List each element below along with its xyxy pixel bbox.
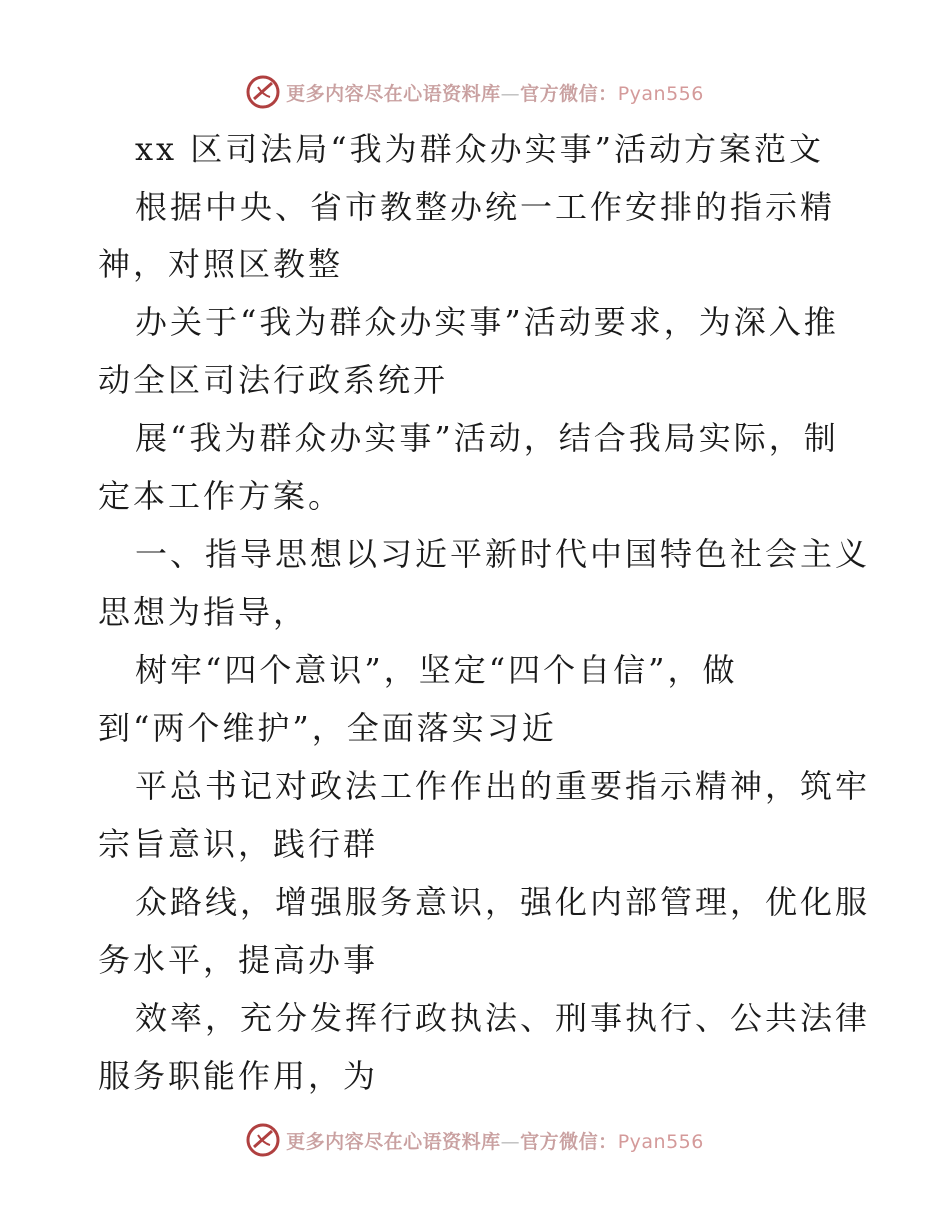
banner-text: 更多内容尽在心语资料库 (286, 82, 501, 105)
header-watermark-banner (0, 72, 950, 112)
watermark-logo-icon (246, 1123, 280, 1157)
text-line: 众路线，增强服务意识，强化内部管理，优化服 (135, 883, 871, 921)
text-line: 服务职能作用，为 (98, 1057, 379, 1095)
banner-wechat-id: Pyan556 (617, 1130, 704, 1153)
text-line: 神，对照区教整 (98, 245, 344, 283)
text-line: 宗旨意识，践行群 (98, 825, 379, 863)
footer-watermark-banner (0, 1120, 950, 1160)
text-line: 务水平，提高办事 (98, 941, 379, 979)
text-line: 树牢“四个意识”，坚定“四个自信”，做 (135, 651, 738, 689)
text-line: 思想为指导， (98, 593, 309, 631)
text-line: 到“两个维护”，全面落实习近 (98, 709, 557, 747)
banner-separator: — (500, 1130, 521, 1153)
text-line: 办关于“我为群众办实事”活动要求，为深入推 (135, 303, 839, 341)
text-line: 定本工作方案。 (98, 477, 344, 515)
banner-wechat-label: 官方微信： (520, 82, 618, 105)
banner-wechat-id: Pyan556 (617, 82, 704, 105)
text-line: 动全区司法行政系统开 (98, 361, 449, 399)
banner-wechat-label: 官方微信： (520, 1130, 618, 1153)
document-title: xx 区司法局“我为群众办实事”活动方案范文 (135, 130, 824, 168)
text-line: 根据中央、省市教整办统一工作安排的指示精 (135, 188, 836, 226)
banner-separator: — (500, 82, 521, 105)
text-line: 展“我为群众办实事”活动，结合我局实际，制 (135, 419, 839, 457)
text-line: 效率，充分发挥行政执法、刑事执行、公共法律 (135, 999, 871, 1037)
text-line: 一、指导思想以习近平新时代中国特色社会主义 (135, 535, 871, 573)
text-line: 平总书记对政法工作作出的重要指示精神，筑牢 (135, 767, 871, 805)
watermark-logo-icon (246, 75, 280, 109)
banner-text: 更多内容尽在心语资料库 (286, 1130, 501, 1153)
